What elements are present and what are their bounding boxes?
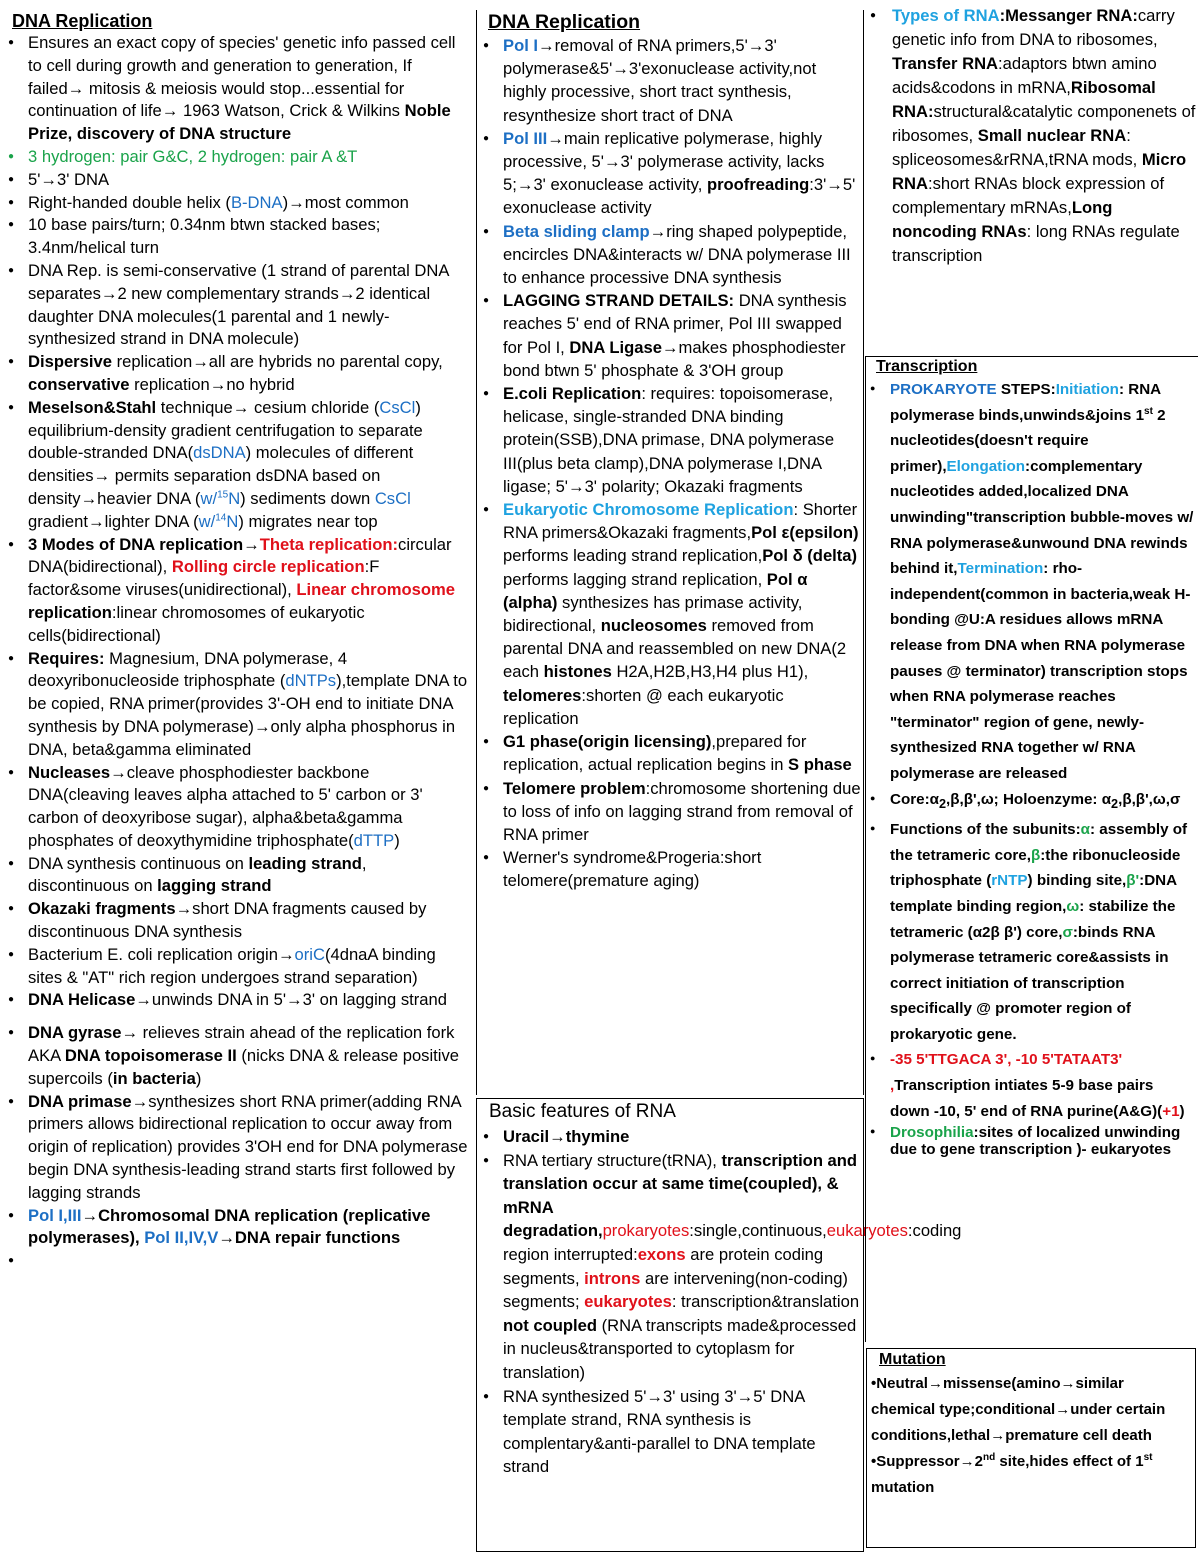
section-title: DNA Replication bbox=[12, 11, 153, 31]
list-item: ● E.coli Replication: requires: topoisomerase, helicase, single-stranded DNA binding protein(SSB),DNA primase, DNA polymerase III(plus beta clamp),DNA polymerase I,DNA ligase; 5'→3' polarity; Okazaki fragments bbox=[477, 382, 863, 498]
list-item: ● LAGGING STRAND DETAILS: DNA synthesis reaches 5' end of RNA primer, Pol III swapped for Pol I, DNA Ligase→makes phosphodiester bond btwn 5' phosphate & 3'OH group bbox=[477, 289, 863, 382]
list-item: ● Functions of the subunits:α: assembly of the tetrameric core,β:the ribonucleoside triphosphate (rNTP) binding site,β':DNA template binding region,ω: stabilize the tetrameric (α2β β') core,σ:binds RNA polymerase tetrameric core&assists in correct initiation of transcription specifically @ promoter region of prokaryotic gene. bbox=[866, 817, 1198, 1047]
column-dna-replication-1 bbox=[6, 10, 471, 1550]
list-item: ● Pol III→main replicative polymerase, highly processive, 5'→3' polymerase activity, lacks 5;→3' exonuclease activity, proofreading:3'→5' exonuclease activity bbox=[477, 127, 863, 220]
list-item: ● Types of RNA:Messanger RNA:carry genetic info from DNA to ribosomes, Transfer RNA:adaptors btwn amino acids&codons in mRNA,Ribosomal RNA:structural&catalytic componenets of ribosomes, Small nuclear RNA: spliceosomes&rRNA,tRNA mods, Micro RNA:short RNAs block expression of complementary mRNAs,Long noncoding RNAs: long RNAs regulate transcription bbox=[866, 4, 1196, 268]
list-item: ● Werner's syndrome&Progeria:short telomere(premature aging) bbox=[477, 846, 863, 892]
list-item: ● Requires: Magnesium, DNA polymerase, 4 deoxyribonucleoside triphosphate (dNTPs),template DNA to be copied, RNA primer(provides 3'-OH end to initiate DNA synthesis by DNA polymerase)→only alpha phosphorus in DNA, beta&gamma eliminated bbox=[6, 648, 471, 762]
list-item: ● $Core:\alpha_2,\beta,\beta',\omega$; Holoenzyme: $\alpha_2,\beta,\beta',\omega,\sigma$ bbox=[866, 787, 1198, 818]
mutation-neutral: •Neutral→missense(amino→similar chemical type;conditional→under certain conditions,lethal→premature cell death bbox=[871, 1375, 1166, 1444]
section-title: Transcription bbox=[876, 358, 978, 375]
list-item: ● Nucleases→cleave phosphodiester backbone DNA(cleaving leaves alpha attached to 5' carbon or 3' carbon of deoxyribose sugar), alpha&beta&gamma phosphates of deoxythymidine triphosphate(dTTP) bbox=[6, 762, 471, 853]
mutation-suppressor: •Suppressor→2nd site,hides effect of 1st mutation bbox=[871, 1452, 1153, 1496]
section-title: Basic features of RNA bbox=[489, 1101, 676, 1122]
list-item: ● 10 base pairs/turn; 0.34nm btwn stacked bases; 3.4nm/helical turn bbox=[6, 214, 471, 260]
list-item: ● Dispersive replication→all are hybrids no parental copy, conservative replication→no hybrid bbox=[6, 351, 471, 397]
list-item: ● 3 hydrogen: pair G&C, 2 hydrogen: pair A &T bbox=[6, 146, 471, 169]
bullet-list bbox=[866, 4, 1196, 268]
list-item: ● Pol I,III→Chromosomal DNA replication (replicative polymerases), Pol II,IV,V→DNA repair functions bbox=[6, 1205, 471, 1251]
box-mutation bbox=[866, 1348, 1196, 1548]
list-item: ● Telomere problem:chromosome shortening due to loss of info on lagging strand from removal of RNA primer bbox=[477, 777, 863, 847]
list-item: ● 3 Modes of DNA replication→Theta replication:circular DNA(bidirectional), Rolling circle replication:F factor&some viruses(unidirectional), Linear chromosome replication:linear chromosomes of eukaryotic cells(bidirectional) bbox=[6, 534, 471, 648]
list-item: ● DNA primase→synthesizes short RNA primer(adding RNA primers allows bidirectional replication to occur away from origin of replication) provides 3'OH end for DNA polymerase begin DNA synthesis-leading strand starts first followed by lagging strands bbox=[6, 1091, 471, 1205]
list-item: ● Okazaki fragments→short DNA fragments caused by discontinuous DNA synthesis bbox=[6, 898, 471, 944]
list-item: ● -35 5'TTGACA 3', -10 5'TATAAT3' ,Transcription intiates 5-9 base pairs down -10, 5' end of RNA purine(A&G)(+1) bbox=[866, 1047, 1198, 1124]
section-title: Mutation bbox=[879, 1351, 946, 1368]
list-item: ● Pol I→removal of RNA primers,5'→3' polymerase&5'→3'exonuclease activity,not highly processive, short tract synthesis, resynthesize short tract of DNA bbox=[477, 34, 863, 127]
box-types-of-rna bbox=[866, 4, 1196, 346]
list-item: ● RNA synthesized 5'→3' using 3'→5' DNA template strand, RNA synthesis is complentary&anti-parallel to DNA template strand bbox=[477, 1385, 863, 1479]
section-title: DNA Replication bbox=[488, 11, 641, 33]
column-dna-replication-2 bbox=[476, 10, 864, 1095]
bullet-list bbox=[477, 34, 863, 893]
list-item: ● G1 phase(origin licensing),prepared for replication, actual replication begins in S phase bbox=[477, 730, 863, 776]
list-item: ● RNA tertiary structure(tRNA), transcription and translation occur at same time(coupled), & mRNA degradation,prokaryotes:single,continuous,eukaryotes:coding region interrupted:exons are protein coding segments, introns are intervening(non-coding) segments; eukaryotes: transcription&translation not coupled (RNA transcripts made&processed in nucleus&transported to cytoplasm for translation) bbox=[477, 1149, 863, 1385]
list-item: ● Ensures an exact copy of species' genetic info passed cell to cell during growth and generation to generation, If failed→ mitosis & meiosis would stop...essential for continuation of life→ 1963 Watson, Crick & Wilkins Noble Prize, discovery of DNA structure bbox=[6, 32, 471, 146]
list-item: ● DNA Helicase→unwinds DNA in 5'→3' on lagging strand bbox=[6, 989, 471, 1012]
list-item: ● DNA synthesis continuous on leading strand, discontinuous on lagging strand bbox=[6, 853, 471, 899]
list-item: ● DNA gyrase→ relieves strain ahead of the replication fork AKA DNA topoisomerase II (nicks DNA & release positive supercoils (in bacteria) bbox=[6, 1022, 471, 1090]
bullet-list bbox=[6, 1022, 471, 1250]
list-item: ● 5'→3' DNA bbox=[6, 169, 471, 192]
bullet-list bbox=[6, 32, 471, 1012]
bullet-list bbox=[866, 377, 1198, 1158]
list-item: ● DNA Rep. is semi-conservative (1 strand of parental DNA separates→2 new complementary strands→2 identical daughter DNA molecules(1 parental and 1 newly-synthesized strand in DNA molecule) bbox=[6, 260, 471, 351]
list-item: ● Right-handed double helix (B-DNA)→most common bbox=[6, 192, 471, 215]
list-item: ● Beta sliding clamp→ring shaped polypeptide, encircles DNA&interacts w/ DNA polymerase III to enhance processive DNA synthesis bbox=[477, 220, 863, 290]
list-item: ● Drosophilia:sites of localized unwinding due to gene transcription )- eukaryotes bbox=[866, 1124, 1198, 1158]
list-item: ● Eukaryotic Chromosome Replication: Shorter RNA primers&Okazaki fragments,Pol ε(epsilon) performs leading strand replication,Pol δ (delta) performs lagging strand replication, Pol α (alpha) synthesizes has primase activity, bidirectional, nucleosomes removed from parental DNA and reassembled on new DNA(2 each histones H2A,H2B,H3,H4 plus H1), telomeres:shorten @ each eukaryotic replication bbox=[477, 498, 863, 730]
box-transcription bbox=[865, 356, 1198, 1342]
list-item: ● Meselson&Stahl technique→ cesium chloride (CsCl) equilibrium-density gradient centrifugation to separate double-stranded DNA(dsDNA) molecules of different densities→ permits separation dsDNA based on density→heavier DNA (w/$^{15}$N) sediments down CsCl gradient→lighter DNA (w/$^{14}$N) migrates near top bbox=[6, 397, 471, 534]
list-item: ● PROKARYOTE STEPS:Initiation: RNA polymerase binds,unwinds&joins 1st 2 nucleotides(doesn't require primer),Elongation:complementary nucleotides added,localized DNA unwinding"transcription bubble-moves w/ RNA polymerase&unwound DNA rewinds behind it,Termination: rho-independent(common in bacteria,weak H-bonding @U:A residues allows mRNA release from DNA when RNA polymerase pauses @ terminator) transcription stops when RNA polymerase reaches "terminator" region of gene, newly-synthesized RNA together w/ RNA polymerase are released bbox=[866, 377, 1198, 787]
list-item: ● Uracil→thymine bbox=[477, 1125, 863, 1149]
list-item: ● Bacterium E. coli replication origin→oriC(4dnaA binding sites & "AT" rich region undergoes strand separation) bbox=[6, 944, 471, 990]
